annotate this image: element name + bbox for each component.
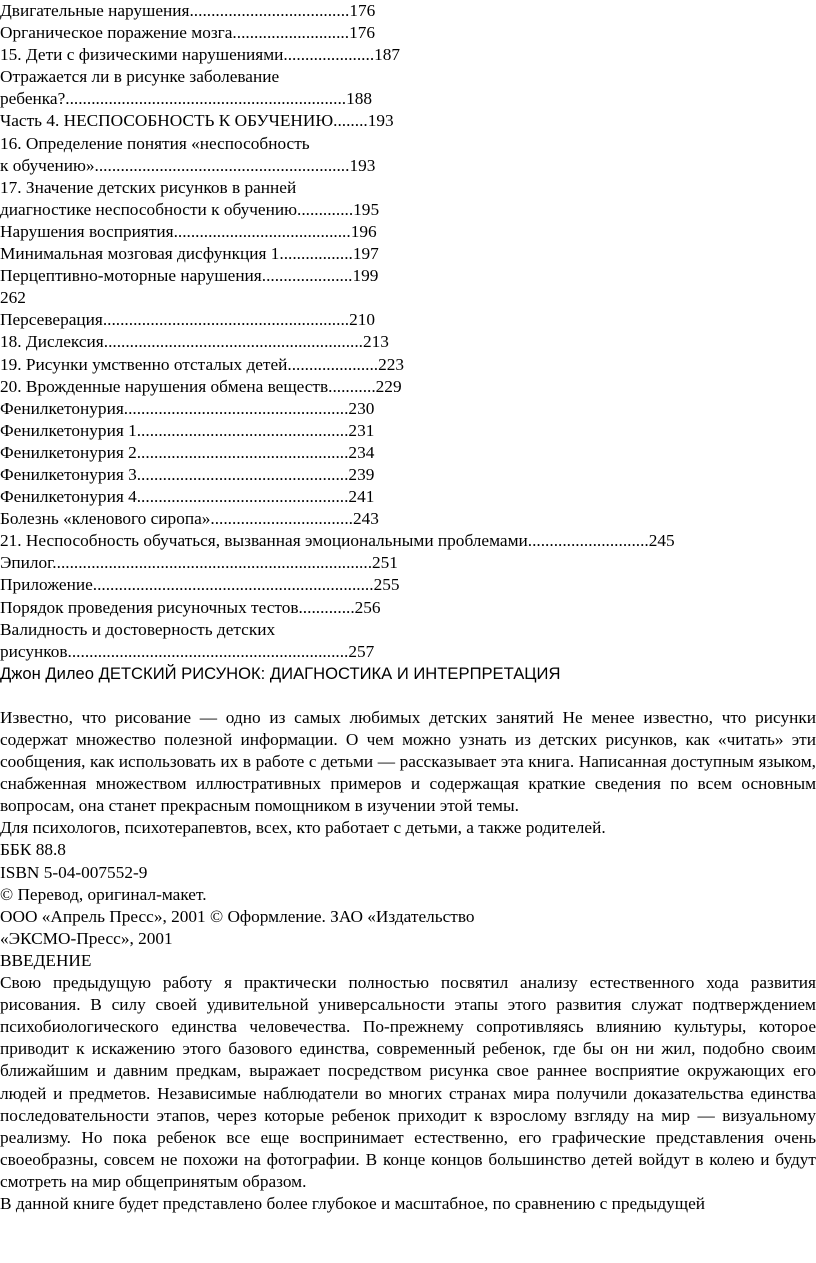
- toc-line: Двигательные нарушения.....................................176: [0, 1, 376, 20]
- toc-line: Фенилкетонурия 3.................................................239: [0, 464, 375, 484]
- toc-line: 19. Рисунки умственно отсталых детей.....................223: [0, 354, 405, 374]
- section-title: ВВЕДЕНИЕ: [0, 950, 92, 970]
- toc-line: 20. Врожденные нарушения обмена веществ...........229: [0, 376, 402, 396]
- toc-line: Фенилкетонурия 4.................................................241: [0, 487, 375, 507]
- toc-line: Фенилкетонурия....................................................230: [0, 398, 375, 418]
- toc-line: 18. Дислексия............................................................213: [0, 332, 389, 352]
- toc-line: Приложение.................................................................255: [0, 575, 400, 595]
- imprint-line: ООО «Апрель Пресс», 2001 © Оформление. ЗАО «Издательство: [0, 906, 475, 926]
- toc-line: 16. Определение понятия «неспособность: [0, 133, 310, 153]
- toc-line: Болезнь «кленового сиропа».................................243: [0, 509, 379, 529]
- toc-line: Порядок проведения рисуночных тестов.............256: [0, 597, 381, 617]
- toc-line: Нарушения восприятия.........................................196: [0, 221, 377, 241]
- toc-line: диагностике неспособности к обучению.............195: [0, 199, 380, 219]
- toc-line: 15. Дети с физическими нарушениями.....................187: [0, 45, 401, 65]
- toc-line: 17. Значение детских рисунков в ранней: [0, 177, 297, 197]
- toc-line: ребенка?.................................................................188: [0, 89, 373, 109]
- imprint-line: Для психологов, психотерапевтов, всех, кто работает с детьми, а также родителей.: [0, 818, 606, 838]
- toc-line: Часть 4. НЕСПОСОБНОСТЬ К ОБУЧЕНИЮ........193: [0, 111, 394, 131]
- book-heading: Джон Дилео ДЕТСКИЙ РИСУНОК: ДИАГНОСТИКА И ИНТЕРПРЕТАЦИЯ: [0, 663, 561, 683]
- toc-line: Персеверация.........................................................210: [0, 310, 376, 330]
- toc-line: Фенилкетонурия 2.................................................234: [0, 442, 375, 462]
- toc-line: Органическое поражение мозга...........................176: [0, 23, 375, 43]
- toc-line: Отражается ли в рисунке заболевание: [0, 67, 280, 87]
- spacer: [0, 685, 816, 707]
- toc-line: к обучению»...........................................................193: [0, 155, 376, 175]
- toc-line: рисунков.................................................................257: [0, 641, 375, 661]
- imprint-line: ISBN 5-04-007552-9: [0, 862, 148, 882]
- imprint-line: «ЭКСМО-Пресс», 2001: [0, 928, 173, 948]
- toc-line: Перцептивно-моторные нарушения.....................199: [0, 266, 379, 286]
- annotation-paragraph: Известно, что рисование — одно из самых любимых детских занятий Не менее известно, что рисунки содержат множество полезной информации. О чем можно узнать из детских рисунков, как «читать» эти сообщения, как использовать их в работе с детьми — рассказывает эта книга. Написанная доступным языком, снабженная множеством иллюстративных примеров и содержащая краткие сведения по всем основным вопросам, она станет прекрасным помощником в изучении этой темы.: [0, 707, 816, 816]
- toc-line: Эпилог..........................................................................251: [0, 553, 398, 573]
- toc-line: 21. Неспособность обучаться, вызванная эмоциональными проблемами............................245: [0, 531, 675, 551]
- toc-line: Фенилкетонурия 1.................................................231: [0, 420, 375, 440]
- toc-line: Минимальная мозговая дисфункция 1.................197: [0, 244, 379, 264]
- imprint-line: ББК 88.8: [0, 840, 66, 860]
- intro-paragraph: Свою предыдущую работу я практически полностью посвятил анализу естественного хода развития рисования. В силу своей удивительной универсальности этапы этого развития служат подтверждением психобиологического единства человечества. По-прежнему сопротивляясь влиянию культуры, которое приводит к искажению этого базового единства, современный ребенок, где бы он ни жил, подобно своим ближайшим и давним предкам, выражает посредством рисунка свое раннее восприятие окружающих его людей и предметов. Независимые наблюдатели во многих странах мира получили доказательства единства последовательности этапов, через которые ребенок приходит к взрослому взгляду на мир — визуальному реализму. Но пока ребенок все еще воспринимает естественно, его графические представления очень своеобразны, совсем не похожи на фотографии. В конце концов большинство детей войдут в колею и будут смотреть на мир общепринятым образом.: [0, 973, 816, 1191]
- last-line: В данной книге будет представлено более глубокое и масштабное, по сравнению с предыдущей: [0, 1193, 706, 1213]
- imprint-line: © Перевод, оригинал-макет.: [0, 884, 207, 904]
- toc-line: Валидность и достоверность детских: [0, 619, 276, 639]
- page-number: 262: [0, 288, 26, 308]
